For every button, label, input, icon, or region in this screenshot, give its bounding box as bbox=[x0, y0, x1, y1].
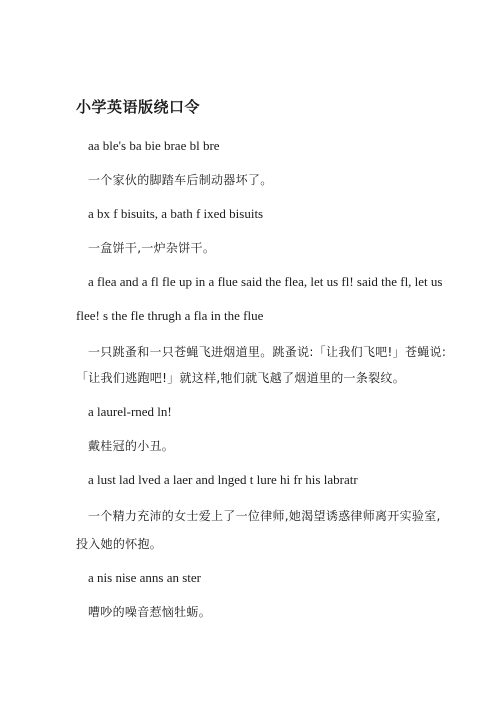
text-line-9: a laurel-rned ln! bbox=[88, 404, 172, 419]
text-line-11: a lust lad lved a laer and lnged t lure hi fr his labratr bbox=[88, 472, 358, 487]
text-line-12: 一个精力充沛的女士爱上了一位律师,她渴望诱惑律师离开实验室, bbox=[88, 509, 441, 523]
text-line-10: 戴桂冠的小丑。 bbox=[88, 439, 175, 453]
text-line-5: a flea and a fl fle up in a flue said the flea, let us fl! said the fl, let us bbox=[88, 274, 443, 289]
page-title: 小学英语版绕口令 bbox=[76, 98, 201, 116]
text-line-7: 一只跳蚤和一只苍蝇飞进烟道里。跳蚤说:「让我们飞吧!」苍蝇说: bbox=[88, 345, 447, 359]
text-line-4: 一盒饼干,一炉杂饼干。 bbox=[88, 241, 216, 255]
text-line-14: a nis nise anns an ster bbox=[88, 570, 202, 585]
text-line-3: a bx f bisuits, a bath f ixed bisuits bbox=[88, 206, 264, 221]
text-line-1: aa ble's ba bie brae bl bre bbox=[88, 138, 220, 153]
text-line-13: 投入她的怀抱。 bbox=[76, 537, 163, 551]
text-line-6: flee! s the fle thrugh a fla in the flue bbox=[76, 308, 264, 323]
text-line-15: 嘈吵的噪音惹恼牡蛎。 bbox=[88, 605, 212, 619]
text-line-2: 一个家伙的脚踏车后制动器坏了。 bbox=[88, 173, 273, 187]
text-line-8: 「让我们逃跑吧!」就这样,牠们就飞越了烟道里的一条裂纹。 bbox=[76, 371, 406, 385]
